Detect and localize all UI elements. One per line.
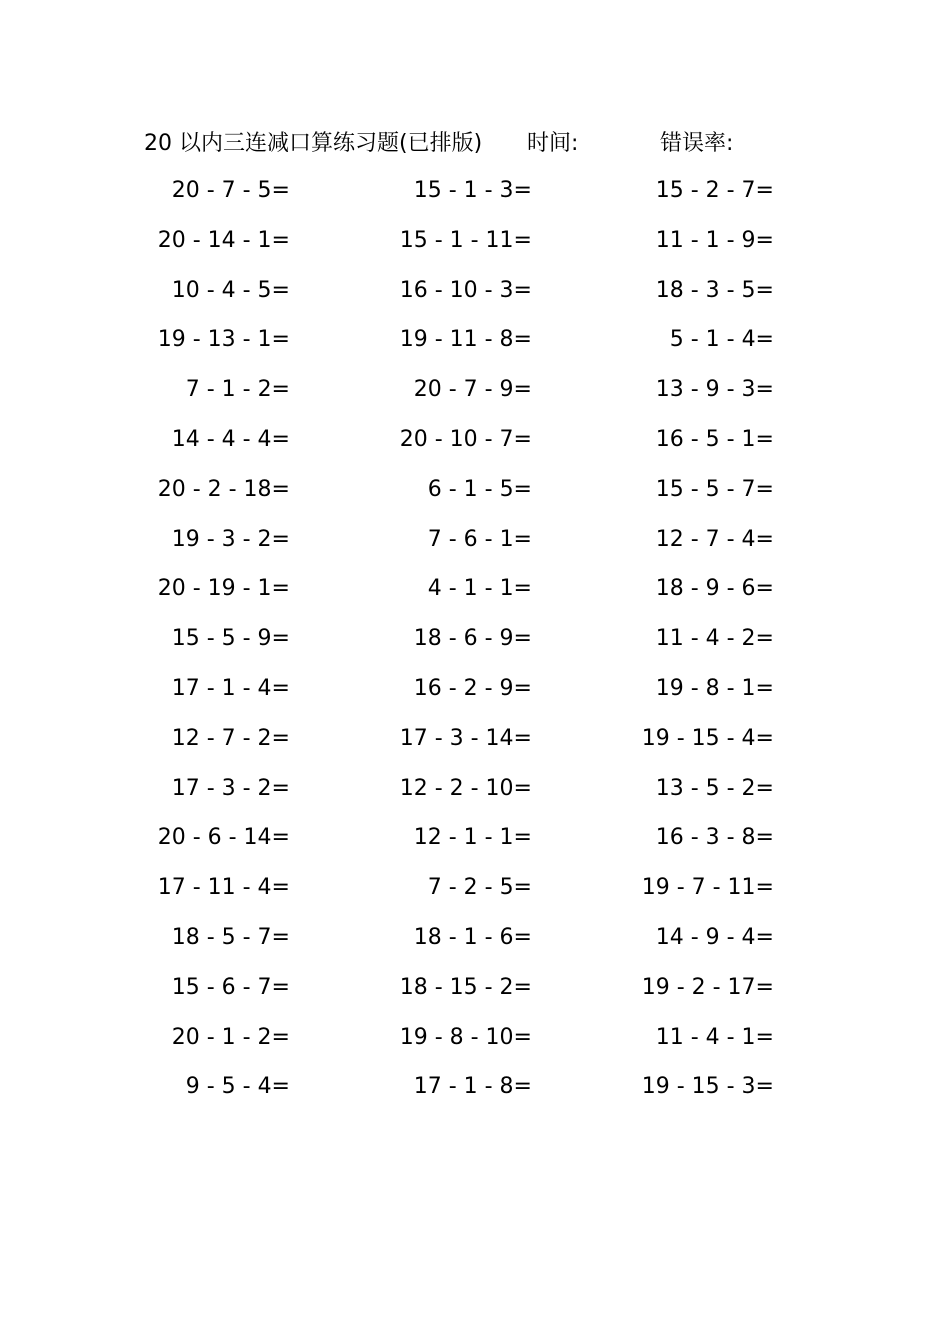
problem-item: 19 - 15 - 4= xyxy=(641,725,774,751)
problem-item: 11 - 4 - 1= xyxy=(655,1024,774,1050)
problem-row xyxy=(0,913,950,963)
problem-item: 19 - 11 - 8= xyxy=(399,327,532,353)
worksheet-header xyxy=(0,124,950,164)
problem-item: 7 - 6 - 1= xyxy=(427,526,532,552)
problem-item: 12 - 2 - 10= xyxy=(399,775,532,801)
problem-item: 19 - 13 - 1= xyxy=(157,327,290,353)
problem-item: 14 - 4 - 4= xyxy=(171,426,290,452)
problem-row xyxy=(0,166,950,216)
problem-item: 12 - 7 - 2= xyxy=(171,725,290,751)
problem-row xyxy=(0,963,950,1013)
worksheet-title: 20 以内三连减口算练习题(已排版) xyxy=(144,131,483,156)
problem-row xyxy=(0,614,950,664)
problem-item: 15 - 6 - 7= xyxy=(171,974,290,1000)
problem-item: 19 - 3 - 2= xyxy=(171,526,290,552)
problem-item: 5 - 1 - 4= xyxy=(669,327,774,353)
problem-row xyxy=(0,216,950,266)
problem-item: 17 - 11 - 4= xyxy=(157,875,290,901)
problem-item: 9 - 5 - 4= xyxy=(185,1074,290,1100)
problem-item: 19 - 15 - 3= xyxy=(641,1074,774,1100)
problem-item: 6 - 1 - 5= xyxy=(427,476,532,502)
problem-row xyxy=(0,813,950,863)
problem-item: 18 - 3 - 5= xyxy=(655,277,774,303)
problem-item: 15 - 1 - 3= xyxy=(413,178,532,203)
problem-item: 15 - 1 - 11= xyxy=(399,227,532,253)
problem-row xyxy=(0,365,950,415)
problem-item: 16 - 10 - 3= xyxy=(399,277,532,303)
problem-item: 19 - 7 - 11= xyxy=(641,875,774,901)
problem-item: 4 - 1 - 1= xyxy=(427,576,532,602)
problem-row xyxy=(0,266,950,316)
problem-item: 20 - 10 - 7= xyxy=(399,426,532,452)
problem-row xyxy=(0,714,950,764)
problem-row xyxy=(0,863,950,913)
error-rate-label: 错误率: xyxy=(660,131,734,156)
problem-item: 10 - 4 - 5= xyxy=(171,277,290,303)
problem-item: 18 - 9 - 6= xyxy=(655,576,774,602)
problem-item: 19 - 8 - 1= xyxy=(655,675,774,701)
problem-item: 20 - 19 - 1= xyxy=(157,576,290,602)
problem-item: 17 - 3 - 2= xyxy=(171,775,290,801)
problem-row xyxy=(0,564,950,614)
problem-item: 11 - 1 - 9= xyxy=(655,227,774,253)
problem-grid xyxy=(0,166,950,1112)
problem-item: 18 - 15 - 2= xyxy=(399,974,532,1000)
problem-row xyxy=(0,664,950,714)
problem-row xyxy=(0,764,950,814)
problem-item: 16 - 3 - 8= xyxy=(655,825,774,851)
problem-item: 19 - 2 - 17= xyxy=(641,974,774,1000)
problem-item: 20 - 1 - 2= xyxy=(171,1024,290,1050)
problem-item: 20 - 2 - 18= xyxy=(157,476,290,502)
problem-item: 13 - 5 - 2= xyxy=(655,775,774,801)
problem-item: 16 - 2 - 9= xyxy=(413,675,532,701)
problem-item: 18 - 6 - 9= xyxy=(413,626,532,652)
problem-row xyxy=(0,515,950,565)
problem-item: 12 - 7 - 4= xyxy=(655,526,774,552)
problem-item: 19 - 8 - 10= xyxy=(399,1024,532,1050)
problem-item: 7 - 2 - 5= xyxy=(427,875,532,901)
problem-item: 12 - 1 - 1= xyxy=(413,825,532,851)
problem-item: 18 - 1 - 6= xyxy=(413,924,532,950)
problem-item: 15 - 5 - 7= xyxy=(655,476,774,502)
problem-row xyxy=(0,315,950,365)
problem-item: 20 - 7 - 5= xyxy=(171,178,290,203)
problem-item: 17 - 1 - 8= xyxy=(413,1074,532,1100)
problem-item: 17 - 1 - 4= xyxy=(171,675,290,701)
problem-item: 7 - 1 - 2= xyxy=(185,377,290,403)
problem-item: 20 - 6 - 14= xyxy=(157,825,290,851)
problem-item: 11 - 4 - 2= xyxy=(655,626,774,652)
problem-item: 14 - 9 - 4= xyxy=(655,924,774,950)
problem-row xyxy=(0,415,950,465)
problem-item: 18 - 5 - 7= xyxy=(171,924,290,950)
problem-item: 15 - 5 - 9= xyxy=(171,626,290,652)
problem-row xyxy=(0,1062,950,1112)
problem-row xyxy=(0,465,950,515)
problem-item: 13 - 9 - 3= xyxy=(655,377,774,403)
problem-item: 15 - 2 - 7= xyxy=(655,178,774,203)
problem-item: 17 - 3 - 14= xyxy=(399,725,532,751)
problem-row xyxy=(0,1013,950,1063)
time-label: 时间: xyxy=(527,131,579,156)
problem-item: 20 - 14 - 1= xyxy=(157,227,290,253)
problem-item: 16 - 5 - 1= xyxy=(655,426,774,452)
problem-item: 20 - 7 - 9= xyxy=(413,377,532,403)
